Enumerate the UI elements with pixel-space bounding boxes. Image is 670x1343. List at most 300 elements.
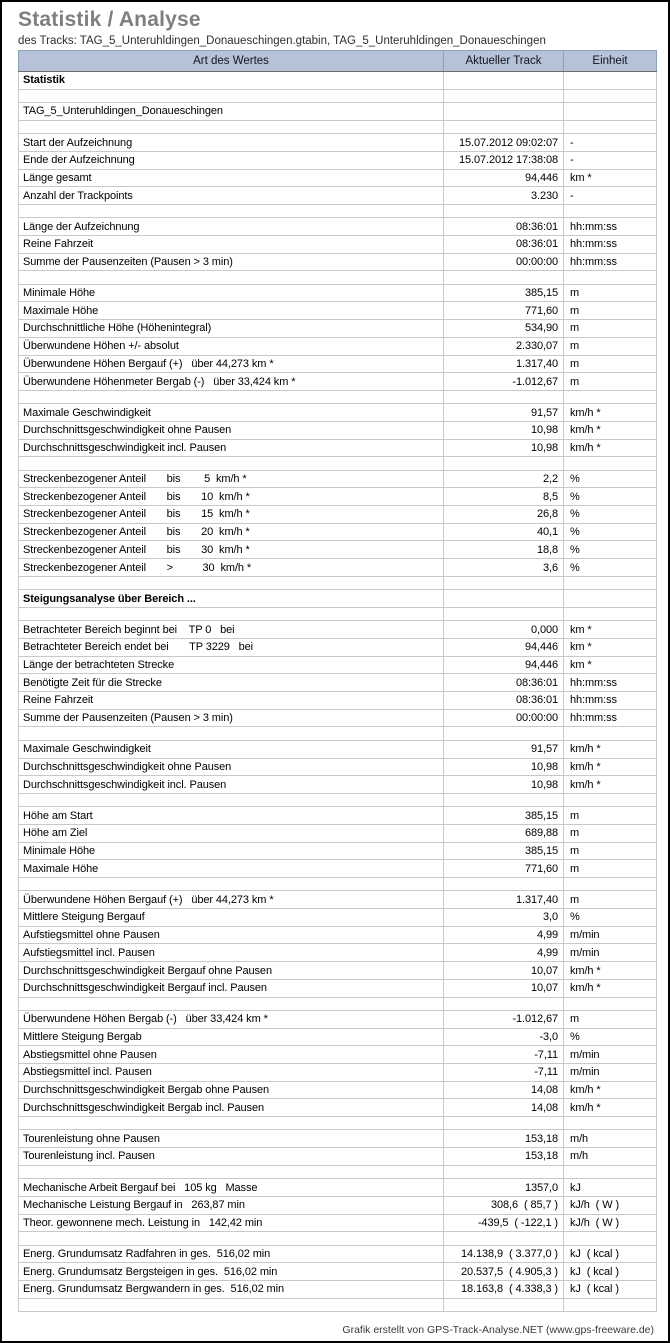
row-unit	[564, 271, 657, 284]
row-label: Abstiegsmittel incl. Pausen	[19, 1064, 444, 1082]
spacer-row	[19, 576, 657, 589]
row-unit: hh:mm:ss	[564, 218, 657, 236]
table-row	[19, 1010, 657, 1028]
row-label: Summe der Pausenzeiten (Pausen > 3 min)	[19, 709, 444, 727]
row-unit: hh:mm:ss	[564, 709, 657, 727]
row-value	[444, 576, 564, 589]
table-row	[19, 355, 657, 373]
row-value: 26,8	[444, 506, 564, 524]
row-unit: hh:mm:ss	[564, 674, 657, 692]
table-row	[19, 692, 657, 710]
row-label: Durchschnittsgeschwindigkeit Bergauf ohne Pausen	[19, 962, 444, 980]
table-row	[19, 1099, 657, 1117]
table-row	[19, 559, 657, 577]
row-label: Steigungsanalyse über Bereich ...	[19, 590, 444, 608]
table-row	[19, 187, 657, 205]
table-row	[19, 541, 657, 559]
row-value: 08:36:01	[444, 674, 564, 692]
row-value: 308,6 ( 85,7 )	[444, 1196, 564, 1214]
row-value: 08:36:01	[444, 218, 564, 236]
row-label	[19, 1232, 444, 1245]
row-unit: km *	[564, 639, 657, 657]
row-label: Energ. Grundumsatz Bergsteigen in ges. 516,02 min	[19, 1263, 444, 1281]
row-label: Maximale Geschwindigkeit	[19, 740, 444, 758]
row-value: 15.07.2012 09:02:07	[444, 134, 564, 152]
table-row	[19, 373, 657, 391]
row-unit	[564, 1165, 657, 1178]
row-unit: kJ ( kcal )	[564, 1281, 657, 1299]
row-unit: m	[564, 891, 657, 909]
table-row	[19, 421, 657, 439]
row-unit: m/min	[564, 1046, 657, 1064]
table-row	[19, 1179, 657, 1197]
table-row	[19, 758, 657, 776]
row-label: Energ. Grundumsatz Radfahren in ges. 516,02 min	[19, 1245, 444, 1263]
row-label: Maximale Höhe	[19, 860, 444, 878]
table-row	[19, 1245, 657, 1263]
row-value: 3.230	[444, 187, 564, 205]
table-row	[19, 639, 657, 657]
row-unit: m	[564, 355, 657, 373]
row-label: Betrachteter Bereich beginnt bei TP 0 bei	[19, 621, 444, 639]
row-unit	[564, 576, 657, 589]
row-label: Statistik	[19, 72, 444, 90]
row-unit: km *	[564, 621, 657, 639]
table-row	[19, 320, 657, 338]
row-unit: kJ ( kcal )	[564, 1245, 657, 1263]
row-label: TAG_5_Unteruhldingen_Donaueschingen	[19, 103, 444, 121]
row-label: Überwundene Höhen Bergauf (+) über 44,273 km *	[19, 891, 444, 909]
row-unit: km/h *	[564, 758, 657, 776]
row-label: Streckenbezogener Anteil bis 20 km/h *	[19, 523, 444, 541]
table-row	[19, 979, 657, 997]
row-label: Überwundene Höhen Bergab (-) über 33,424 km *	[19, 1010, 444, 1028]
row-label: Aufstiegsmittel incl. Pausen	[19, 944, 444, 962]
row-value: -3,0	[444, 1028, 564, 1046]
row-unit: km/h *	[564, 740, 657, 758]
table-row	[19, 506, 657, 524]
section-row	[19, 590, 657, 608]
row-value: 2.330,07	[444, 337, 564, 355]
table-row	[19, 674, 657, 692]
row-value: 10,07	[444, 979, 564, 997]
table-row	[19, 807, 657, 825]
row-label	[19, 878, 444, 891]
row-value: 153,18	[444, 1130, 564, 1148]
row-value: 08:36:01	[444, 235, 564, 253]
table-row	[19, 1130, 657, 1148]
table-row	[19, 103, 657, 121]
row-label	[19, 390, 444, 403]
row-value: 534,90	[444, 320, 564, 338]
row-value: 1.317,40	[444, 355, 564, 373]
row-value	[444, 390, 564, 403]
spacer-row	[19, 89, 657, 102]
row-unit: m/min	[564, 944, 657, 962]
row-label: Durchschnittsgeschwindigkeit Bergauf incl. Pausen	[19, 979, 444, 997]
table-row	[19, 860, 657, 878]
row-value	[444, 607, 564, 620]
row-label: Start der Aufzeichnung	[19, 134, 444, 152]
row-label: Reine Fahrzeit	[19, 692, 444, 710]
row-value	[444, 727, 564, 740]
row-value: 1.317,40	[444, 891, 564, 909]
column-header-aktueller-track: Aktueller Track	[444, 51, 564, 72]
row-value: -1.012,67	[444, 1010, 564, 1028]
table-row	[19, 1281, 657, 1299]
row-label	[19, 1165, 444, 1178]
spacer-row	[19, 727, 657, 740]
row-unit: %	[564, 541, 657, 559]
spacer-row	[19, 390, 657, 403]
row-value	[444, 457, 564, 470]
row-unit: -	[564, 151, 657, 169]
row-value: 385,15	[444, 807, 564, 825]
row-unit	[564, 89, 657, 102]
table-row	[19, 824, 657, 842]
row-unit	[564, 607, 657, 620]
row-value: 10,98	[444, 776, 564, 794]
row-label: Mittlere Steigung Bergauf	[19, 909, 444, 927]
row-value: 3,6	[444, 559, 564, 577]
row-value: 91,57	[444, 740, 564, 758]
row-value: -7,11	[444, 1064, 564, 1082]
statistics-table	[18, 50, 657, 1312]
row-label: Abstiegsmittel ohne Pausen	[19, 1046, 444, 1064]
row-value	[444, 120, 564, 133]
row-value: 40,1	[444, 523, 564, 541]
row-label: Durchschnittsgeschwindigkeit ohne Pausen	[19, 421, 444, 439]
row-label: Anzahl der Trackpoints	[19, 187, 444, 205]
row-unit: m	[564, 373, 657, 391]
row-label: Betrachteter Bereich endet bei TP 3229 bei	[19, 639, 444, 657]
row-label: Länge gesamt	[19, 169, 444, 187]
row-unit	[564, 997, 657, 1010]
table-row	[19, 1148, 657, 1166]
row-value	[444, 1165, 564, 1178]
row-label	[19, 120, 444, 133]
row-value: 771,60	[444, 860, 564, 878]
section-row	[19, 72, 657, 90]
table-row	[19, 253, 657, 271]
row-label: Durchschnittsgeschwindigkeit Bergab incl. Pausen	[19, 1099, 444, 1117]
row-unit	[564, 390, 657, 403]
row-label	[19, 271, 444, 284]
row-label: Minimale Höhe	[19, 842, 444, 860]
table-row	[19, 1028, 657, 1046]
row-label	[19, 997, 444, 1010]
row-label: Benötigte Zeit für die Strecke	[19, 674, 444, 692]
table-row	[19, 337, 657, 355]
row-unit	[564, 204, 657, 217]
row-unit: hh:mm:ss	[564, 692, 657, 710]
page-title: Statistik / Analyse	[18, 8, 201, 31]
table-row	[19, 1064, 657, 1082]
row-unit: m	[564, 824, 657, 842]
row-label: Durchschnittsgeschwindigkeit Bergab ohne Pausen	[19, 1081, 444, 1099]
row-label: Theor. gewonnene mech. Leistung in 142,42 min	[19, 1214, 444, 1232]
row-unit: kJ ( kcal )	[564, 1263, 657, 1281]
table-row	[19, 470, 657, 488]
row-value: 00:00:00	[444, 709, 564, 727]
row-value: 20.537,5 ( 4.905,3 )	[444, 1263, 564, 1281]
table-row	[19, 523, 657, 541]
table-row	[19, 1081, 657, 1099]
table-row	[19, 284, 657, 302]
row-unit	[564, 72, 657, 90]
row-unit: m	[564, 302, 657, 320]
row-unit: m	[564, 284, 657, 302]
row-value	[444, 793, 564, 806]
row-unit	[564, 457, 657, 470]
page-subtitle: des Tracks: TAG_5_Unteruhldingen_Donaueschingen.gtabin, TAG_5_Unteruhldingen_Donaueschingen	[18, 35, 546, 47]
table-row	[19, 169, 657, 187]
row-unit: m/min	[564, 926, 657, 944]
table-row	[19, 709, 657, 727]
spacer-row	[19, 271, 657, 284]
row-label: Tourenleistung incl. Pausen	[19, 1148, 444, 1166]
row-value: 94,446	[444, 169, 564, 187]
spacer-row	[19, 997, 657, 1010]
row-value: 4,99	[444, 926, 564, 944]
row-unit: m	[564, 337, 657, 355]
row-value	[444, 89, 564, 102]
spacer-row	[19, 607, 657, 620]
column-header-art-des-wertes: Art des Wertes	[19, 51, 444, 72]
row-unit: m	[564, 842, 657, 860]
row-label	[19, 1298, 444, 1311]
row-label	[19, 576, 444, 589]
row-label: Streckenbezogener Anteil bis 30 km/h *	[19, 541, 444, 559]
row-value	[444, 997, 564, 1010]
row-label: Überwundene Höhen +/- absolut	[19, 337, 444, 355]
row-value	[444, 72, 564, 90]
row-label: Höhe am Ziel	[19, 824, 444, 842]
row-value	[444, 1232, 564, 1245]
row-unit: m/h	[564, 1148, 657, 1166]
table-row	[19, 404, 657, 422]
row-unit: km/h *	[564, 421, 657, 439]
row-value: -1.012,67	[444, 373, 564, 391]
table-row	[19, 1046, 657, 1064]
row-unit: m	[564, 1010, 657, 1028]
table-row	[19, 621, 657, 639]
row-unit: m	[564, 320, 657, 338]
row-label: Höhe am Start	[19, 807, 444, 825]
row-value	[444, 1298, 564, 1311]
row-label: Überwundene Höhen Bergauf (+) über 44,273 km *	[19, 355, 444, 373]
row-label: Durchschnittsgeschwindigkeit incl. Pausen	[19, 439, 444, 457]
table-row	[19, 740, 657, 758]
row-value	[444, 271, 564, 284]
row-label: Mechanische Arbeit Bergauf bei 105 kg Masse	[19, 1179, 444, 1197]
row-unit: m	[564, 860, 657, 878]
table-row	[19, 776, 657, 794]
column-header-einheit: Einheit	[564, 51, 657, 72]
row-value: 4,99	[444, 944, 564, 962]
row-label	[19, 607, 444, 620]
table-row	[19, 962, 657, 980]
row-label: Mittlere Steigung Bergab	[19, 1028, 444, 1046]
row-label: Energ. Grundumsatz Bergwandern in ges. 516,02 min	[19, 1281, 444, 1299]
row-value: 14.138,9 ( 3.377,0 )	[444, 1245, 564, 1263]
row-value: 14,08	[444, 1081, 564, 1099]
row-label: Streckenbezogener Anteil bis 15 km/h *	[19, 506, 444, 524]
row-value: 18,8	[444, 541, 564, 559]
row-value: 94,446	[444, 639, 564, 657]
row-value: 771,60	[444, 302, 564, 320]
row-unit	[564, 1117, 657, 1130]
row-unit: km/h *	[564, 979, 657, 997]
row-value	[444, 1117, 564, 1130]
row-unit: km/h *	[564, 404, 657, 422]
row-value	[444, 878, 564, 891]
row-value: 14,08	[444, 1099, 564, 1117]
row-value: 18.163,8 ( 4.338,3 )	[444, 1281, 564, 1299]
row-label: Streckenbezogener Anteil > 30 km/h *	[19, 559, 444, 577]
row-value: 2,2	[444, 470, 564, 488]
row-unit: kJ/h ( W )	[564, 1214, 657, 1232]
row-value: 15.07.2012 17:38:08	[444, 151, 564, 169]
row-value: 0,000	[444, 621, 564, 639]
row-unit	[564, 120, 657, 133]
row-label: Maximale Geschwindigkeit	[19, 404, 444, 422]
table-row	[19, 134, 657, 152]
row-value: -439,5 ( -122,1 )	[444, 1214, 564, 1232]
table-row	[19, 891, 657, 909]
table-header-row	[19, 51, 657, 72]
table-row	[19, 944, 657, 962]
table-row	[19, 439, 657, 457]
row-unit: km *	[564, 656, 657, 674]
row-value: 10,98	[444, 758, 564, 776]
table-row	[19, 235, 657, 253]
row-label: Mechanische Leistung Bergauf in 263,87 min	[19, 1196, 444, 1214]
row-label	[19, 89, 444, 102]
row-value: 10,07	[444, 962, 564, 980]
row-unit: %	[564, 559, 657, 577]
table-row	[19, 1214, 657, 1232]
spacer-row	[19, 793, 657, 806]
row-value: 385,15	[444, 284, 564, 302]
row-unit: hh:mm:ss	[564, 235, 657, 253]
row-value: -7,11	[444, 1046, 564, 1064]
row-label: Durchschnittsgeschwindigkeit incl. Pausen	[19, 776, 444, 794]
spacer-row	[19, 1298, 657, 1311]
row-label	[19, 727, 444, 740]
table-row	[19, 926, 657, 944]
row-label: Länge der Aufzeichnung	[19, 218, 444, 236]
table-row	[19, 302, 657, 320]
row-value: 00:00:00	[444, 253, 564, 271]
row-unit: kJ	[564, 1179, 657, 1197]
row-label	[19, 457, 444, 470]
row-unit	[564, 727, 657, 740]
row-unit: hh:mm:ss	[564, 253, 657, 271]
row-value: 385,15	[444, 842, 564, 860]
row-value	[444, 204, 564, 217]
spacer-row	[19, 1117, 657, 1130]
row-value: 91,57	[444, 404, 564, 422]
spacer-row	[19, 1232, 657, 1245]
spacer-row	[19, 204, 657, 217]
row-unit: km/h *	[564, 962, 657, 980]
table-row	[19, 1196, 657, 1214]
row-value: 8,5	[444, 488, 564, 506]
row-label: Summe der Pausenzeiten (Pausen > 3 min)	[19, 253, 444, 271]
row-label: Überwundene Höhenmeter Bergab (-) über 33,424 km *	[19, 373, 444, 391]
row-unit: km/h *	[564, 439, 657, 457]
row-unit	[564, 590, 657, 608]
row-label: Aufstiegsmittel ohne Pausen	[19, 926, 444, 944]
row-value: 08:36:01	[444, 692, 564, 710]
row-unit: %	[564, 1028, 657, 1046]
row-unit: %	[564, 470, 657, 488]
row-label	[19, 1117, 444, 1130]
row-unit: km/h *	[564, 776, 657, 794]
spacer-row	[19, 120, 657, 133]
table-row	[19, 842, 657, 860]
row-value	[444, 103, 564, 121]
row-label: Streckenbezogener Anteil bis 5 km/h *	[19, 470, 444, 488]
table-row	[19, 656, 657, 674]
row-unit: m/min	[564, 1064, 657, 1082]
spacer-row	[19, 457, 657, 470]
row-value: 3,0	[444, 909, 564, 927]
row-label	[19, 793, 444, 806]
row-unit: kJ/h ( W )	[564, 1196, 657, 1214]
row-label: Maximale Höhe	[19, 302, 444, 320]
table-row	[19, 218, 657, 236]
row-unit	[564, 878, 657, 891]
row-unit: km/h *	[564, 1081, 657, 1099]
row-unit: -	[564, 187, 657, 205]
row-value: 10,98	[444, 421, 564, 439]
row-unit: %	[564, 506, 657, 524]
spacer-row	[19, 878, 657, 891]
row-label: Streckenbezogener Anteil bis 10 km/h *	[19, 488, 444, 506]
row-label: Reine Fahrzeit	[19, 235, 444, 253]
row-unit	[564, 1232, 657, 1245]
row-value: 689,88	[444, 824, 564, 842]
row-value: 1357,0	[444, 1179, 564, 1197]
table-row	[19, 488, 657, 506]
row-unit	[564, 103, 657, 121]
row-label	[19, 204, 444, 217]
row-value: 153,18	[444, 1148, 564, 1166]
row-label: Ende der Aufzeichnung	[19, 151, 444, 169]
row-unit: %	[564, 523, 657, 541]
row-unit: %	[564, 909, 657, 927]
row-label: Länge der betrachteten Strecke	[19, 656, 444, 674]
row-unit: -	[564, 134, 657, 152]
row-unit	[564, 793, 657, 806]
row-value: 10,98	[444, 439, 564, 457]
row-unit: %	[564, 488, 657, 506]
spacer-row	[19, 1165, 657, 1178]
row-label: Tourenleistung ohne Pausen	[19, 1130, 444, 1148]
row-label: Durchschnittsgeschwindigkeit ohne Pausen	[19, 758, 444, 776]
table-row	[19, 1263, 657, 1281]
row-unit: m	[564, 807, 657, 825]
row-unit	[564, 1298, 657, 1311]
row-value: 94,446	[444, 656, 564, 674]
table-row	[19, 909, 657, 927]
row-value	[444, 590, 564, 608]
row-unit: km/h *	[564, 1099, 657, 1117]
row-unit: m/h	[564, 1130, 657, 1148]
footer-credit: Grafik erstellt von GPS-Track-Analyse.NET (www.gps-freeware.de)	[342, 1324, 654, 1336]
